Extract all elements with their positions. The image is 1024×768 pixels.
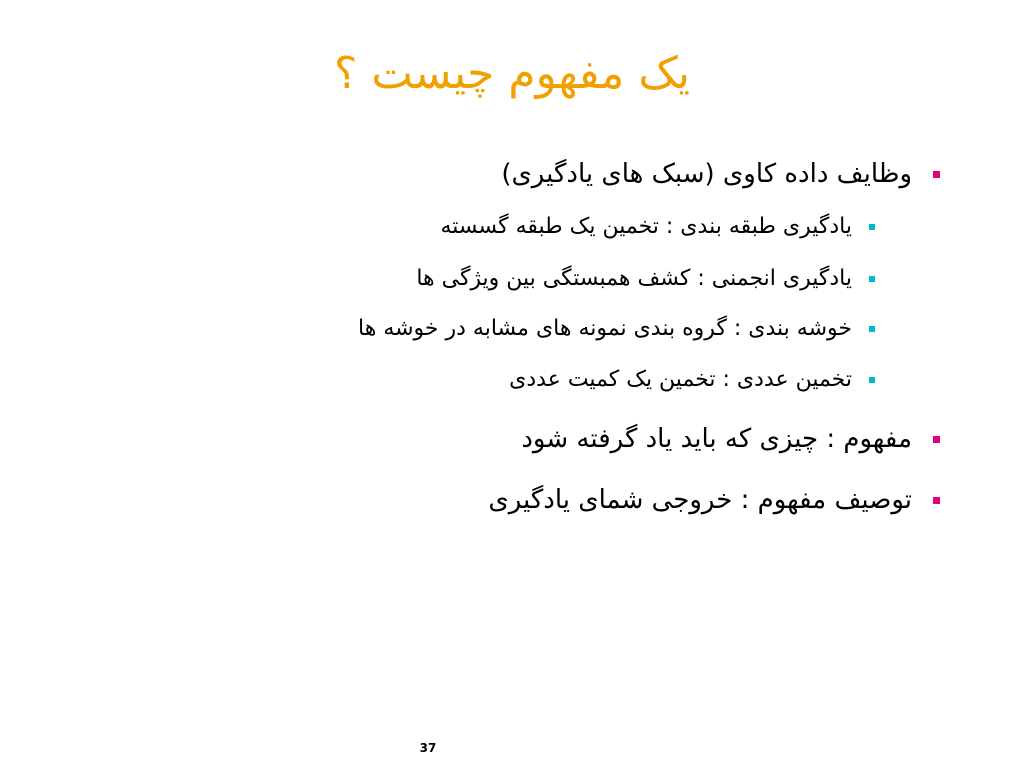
sub-bullet-text: یادگیری انجمنی : کشف همبستگی بین ویژگی ها — [416, 266, 852, 291]
square-bullet-icon — [869, 377, 875, 383]
square-bullet-icon — [933, 436, 940, 443]
slide-title: یک مفهوم چیست ؟ — [334, 48, 690, 99]
bullet-item — [488, 482, 940, 518]
square-bullet-icon — [933, 497, 940, 504]
bullet-item — [501, 156, 940, 192]
sub-bullet-item — [440, 212, 875, 242]
square-bullet-icon — [933, 171, 940, 178]
sub-bullet-text: خوشه بندی : گروه بندی نمونه های مشابه در خوشه ها — [358, 316, 852, 341]
page-number: 37 — [419, 741, 437, 755]
bullet-text: مفهوم : چیزی که باید یاد گرفته شود — [521, 424, 912, 454]
sub-bullet-text: تخمین عددی : تخمین یک کمیت عددی — [509, 367, 852, 392]
bullet-list — [100, 0, 940, 768]
bullet-text: توصیف مفهوم : خروجی شمای یادگیری — [488, 485, 912, 515]
square-bullet-icon — [869, 326, 875, 332]
bullet-item — [521, 421, 940, 457]
square-bullet-icon — [869, 276, 875, 282]
square-bullet-icon — [869, 224, 875, 230]
sub-bullet-text: یادگیری طبقه بندی : تخمین یک طبقه گسسته — [440, 214, 852, 239]
bullet-text: وظایف داده کاوی (سبک های یادگیری) — [501, 159, 912, 189]
sub-bullet-item — [509, 365, 875, 395]
sub-bullet-item — [358, 314, 875, 344]
sub-bullet-item — [416, 264, 875, 294]
